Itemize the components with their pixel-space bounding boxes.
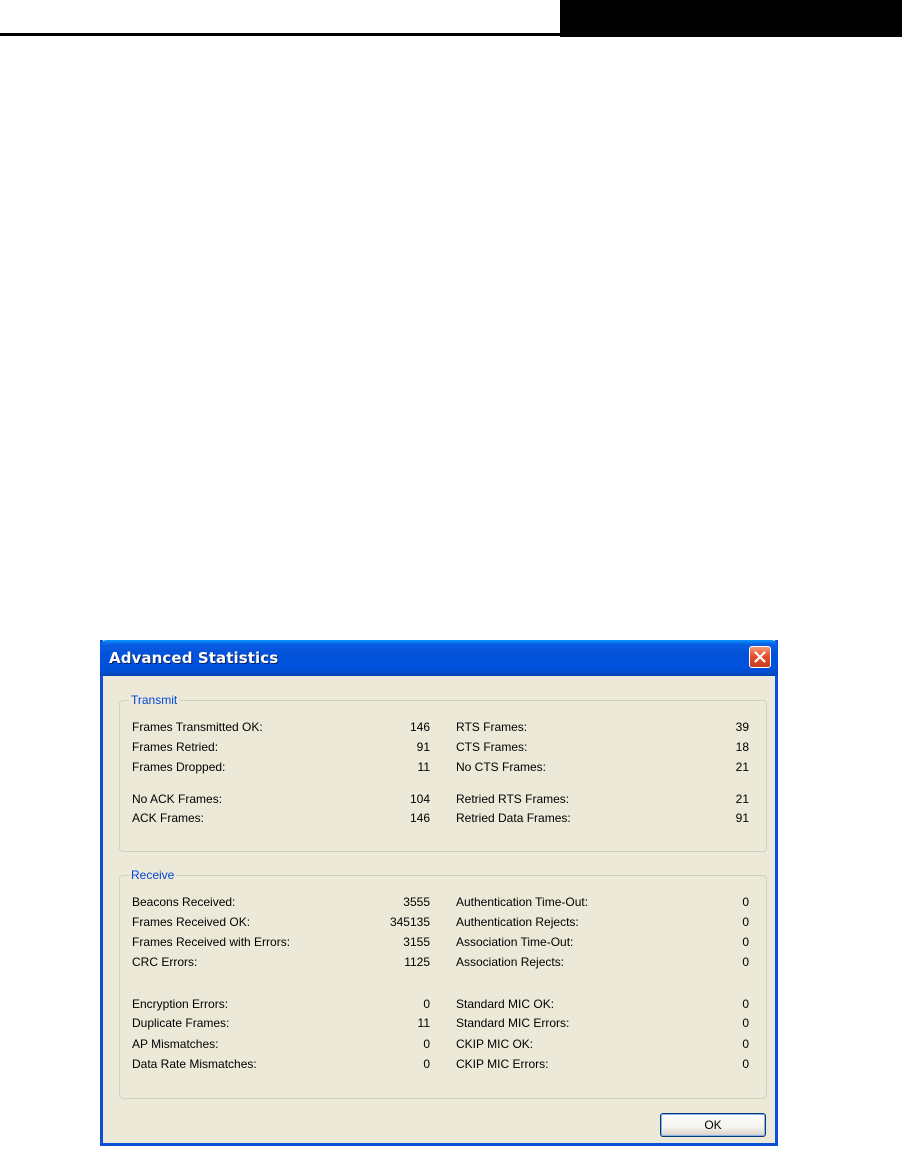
dialog-title: Advanced Statistics bbox=[109, 649, 279, 667]
receive-right-stat-label: CKIP MIC Errors: bbox=[456, 1057, 549, 1071]
ok-button[interactable] bbox=[660, 1113, 766, 1137]
transmit-right-stat-label: Retried Data Frames: bbox=[456, 811, 571, 825]
receive-right-stat-label: Standard MIC OK: bbox=[456, 997, 555, 1011]
receive-left-stat-label: Frames Received with Errors: bbox=[132, 935, 291, 949]
receive-right-stat-label: CKIP MIC OK: bbox=[456, 1037, 534, 1051]
receive-right-stat-label: Authentication Time-Out: bbox=[456, 895, 589, 909]
receive-left-stat-value: 11 bbox=[417, 1016, 430, 1030]
receive-left-stat-value: 3555 bbox=[403, 895, 430, 909]
receive-left-stat-label: Encryption Errors: bbox=[132, 997, 229, 1011]
receive-left-stat-label: Beacons Received: bbox=[132, 895, 236, 909]
receive-left-stat-value: 0 bbox=[423, 1057, 430, 1071]
receive-right-stat-value: 0 bbox=[742, 935, 749, 949]
receive-left-stat-label: CRC Errors: bbox=[132, 955, 198, 969]
dialog-titlebar[interactable] bbox=[100, 640, 778, 676]
receive-right-stat-value: 0 bbox=[742, 997, 749, 1011]
receive-right-stat-value: 0 bbox=[742, 955, 749, 969]
transmit-right-stat-label: Retried RTS Frames: bbox=[456, 792, 570, 806]
transmit-right-stat-label: No CTS Frames: bbox=[456, 760, 547, 774]
transmit-right-stat-label: RTS Frames: bbox=[456, 720, 528, 734]
receive-right-stat-value: 0 bbox=[742, 1037, 749, 1051]
receive-left-stat-value: 0 bbox=[423, 997, 430, 1011]
receive-left-stat-value: 3155 bbox=[403, 935, 430, 949]
close-button[interactable] bbox=[749, 646, 771, 668]
transmit-left-stat-label: No ACK Frames: bbox=[132, 792, 223, 806]
receive-right-stat-value: 0 bbox=[742, 915, 749, 929]
receive-right-stat-label: Association Rejects: bbox=[456, 955, 565, 969]
receive-right-stat-value: 0 bbox=[742, 895, 749, 909]
receive-right-stat-label: Standard MIC Errors: bbox=[456, 1016, 570, 1030]
transmit-right-stat-value: 91 bbox=[735, 811, 749, 825]
transmit-right-stat-value: 18 bbox=[735, 740, 749, 754]
transmit-left-stat-label: Frames Transmitted OK: bbox=[132, 720, 263, 734]
close-icon bbox=[754, 651, 766, 663]
document-header-rule bbox=[0, 33, 560, 36]
receive-right-stat-value: 0 bbox=[742, 1057, 749, 1071]
receive-right-stat-label: Authentication Rejects: bbox=[456, 915, 579, 929]
transmit-right-stat-value: 39 bbox=[735, 720, 749, 734]
receive-right-stat-label: Association Time-Out: bbox=[456, 935, 574, 949]
transmit-left-stat-label: Frames Retried: bbox=[132, 740, 219, 754]
transmit-group-title: Transmit bbox=[131, 693, 178, 707]
transmit-right-stat-value: 21 bbox=[735, 760, 749, 774]
ok-button-label: OK bbox=[704, 1118, 722, 1132]
advanced-statistics-dialog bbox=[100, 640, 778, 1146]
transmit-left-stat-value: 91 bbox=[416, 740, 430, 754]
receive-left-stat-value: 1125 bbox=[404, 955, 430, 969]
transmit-left-stat-value: 146 bbox=[409, 811, 430, 825]
transmit-left-stat-label: ACK Frames: bbox=[132, 811, 205, 825]
receive-left-stat-label: Duplicate Frames: bbox=[132, 1016, 230, 1030]
receive-right-stat-value: 0 bbox=[742, 1016, 749, 1030]
transmit-right-stat-value: 21 bbox=[735, 792, 749, 806]
transmit-left-stat-value: 146 bbox=[409, 720, 430, 734]
transmit-left-stat-value: 11 bbox=[417, 760, 430, 774]
transmit-left-stat-label: Frames Dropped: bbox=[132, 760, 226, 774]
receive-left-stat-label: Frames Received OK: bbox=[132, 915, 251, 929]
receive-left-stat-value: 0 bbox=[423, 1037, 430, 1051]
receive-left-stat-label: Data Rate Mismatches: bbox=[132, 1057, 257, 1071]
document-header-bar bbox=[560, 0, 902, 37]
receive-group-title: Receive bbox=[131, 868, 175, 882]
receive-left-stat-label: AP Mismatches: bbox=[132, 1037, 219, 1051]
transmit-right-stat-label: CTS Frames: bbox=[456, 740, 528, 754]
transmit-left-stat-value: 104 bbox=[409, 792, 430, 806]
receive-left-stat-value: 345135 bbox=[389, 915, 430, 929]
